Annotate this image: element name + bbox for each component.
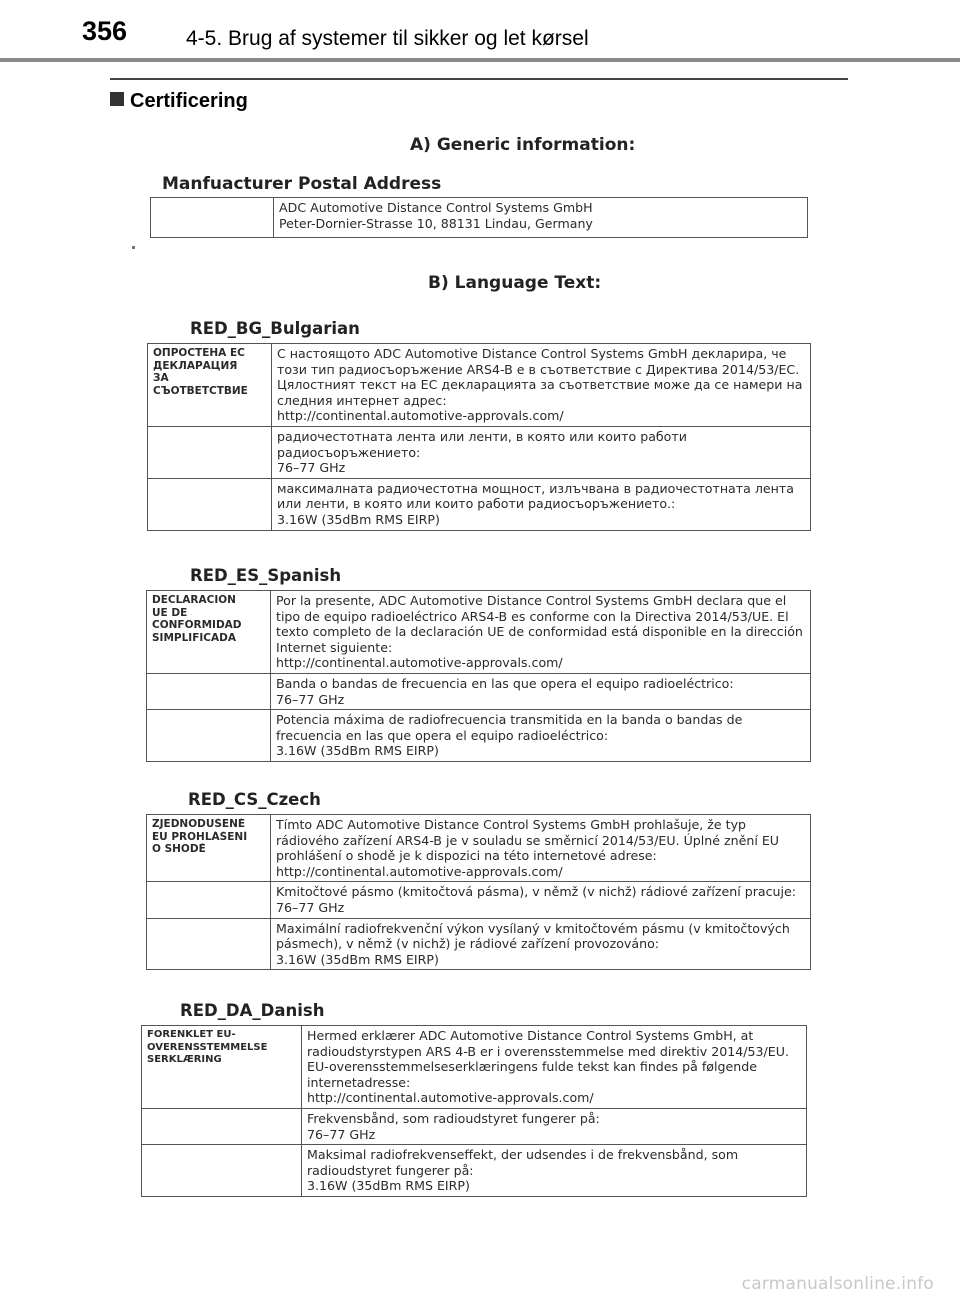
text-line: Maksimal radiofrekvenseffekt, der udsendes i de frekvensbånd, som xyxy=(307,1147,739,1163)
text-line: 76–77 GHz xyxy=(307,1126,376,1142)
declaration-text xyxy=(302,1026,807,1109)
declaration-label xyxy=(142,1026,302,1109)
declaration-text xyxy=(272,344,811,427)
frequency-band-text xyxy=(272,426,811,478)
frequency-band-text xyxy=(271,673,811,709)
label-line: FORENKLET EU- xyxy=(147,1029,236,1040)
generic-heading: A) Generic information: xyxy=(410,135,636,155)
declaration-label xyxy=(147,591,271,674)
text-line: 3.16W (35dBm RMS EIRP) xyxy=(276,743,439,759)
text-line: http://continental.automotive-approvals.com/ xyxy=(307,1090,594,1106)
text-line: радиочестотната лента или ленти, в която или които работи xyxy=(277,428,687,444)
text-line: 3.16W (35dBm RMS EIRP) xyxy=(307,1178,470,1194)
scan-speck xyxy=(132,246,135,249)
block-heading-danish: RED_DA_Danish xyxy=(180,1001,325,1020)
text-line: 3.16W (35dBm RMS EIRP) xyxy=(276,951,439,967)
label-line: CONFORMIDAD xyxy=(152,619,242,631)
label-line: SIMPLIFICADA xyxy=(152,631,236,644)
chapter-title: 4-5. Brug af systemer til sikker og let kørsel xyxy=(186,27,589,50)
declaration-table-bulgarian xyxy=(147,343,811,531)
text-line: Frekvensbånd, som radioudstyret fungerer på: xyxy=(307,1110,600,1126)
text-line: pásmech), v němž (v nichž) je rádiové zařízení provozováno: xyxy=(276,936,660,952)
language-heading: B) Language Text: xyxy=(428,273,602,293)
empty-label-cell xyxy=(147,882,271,918)
text-line: http://continental.automotive-approvals.com/ xyxy=(276,655,563,671)
page-header xyxy=(0,0,960,62)
empty-label-cell xyxy=(142,1108,302,1144)
label-line: ZJEDNODUŠENÉ xyxy=(152,818,246,830)
text-line: EU-overensstemmelseserklæringens fulde tekst kan findes på følgende xyxy=(307,1059,757,1075)
address-heading: Manfuacturer Postal Address xyxy=(162,174,442,194)
declaration-text xyxy=(271,815,811,882)
label-line: СЪОТВЕТСТВИЕ xyxy=(153,384,248,397)
text-line: Por la presente, ADC Automotive Distance Control Systems GmbH declara que el xyxy=(276,593,787,608)
max-power-text xyxy=(272,478,811,530)
text-line: Hermed erklærer ADC Automotive Distance Control Systems GmbH, at xyxy=(307,1028,754,1043)
watermark: carmanualsonline.info xyxy=(741,1274,934,1294)
label-line: ЗА xyxy=(153,372,169,384)
text-line: http://continental.automotive-approvals.com/ xyxy=(277,408,564,424)
empty-label-cell xyxy=(147,918,271,970)
frequency-band-text xyxy=(271,882,811,918)
empty-label-cell xyxy=(142,1145,302,1197)
empty-label-cell xyxy=(147,710,271,762)
text-line: Banda o bandas de frecuencia en las que opera el equipo radioeléctrico: xyxy=(276,675,734,691)
header-divider xyxy=(0,58,960,62)
declaration-table-czech xyxy=(146,814,811,970)
section-rule xyxy=(110,78,848,80)
address-line: ADC Automotive Distance Control Systems GmbH xyxy=(279,200,593,215)
text-line: този тип радиосъоръжение ARS4-B е в съответствие с Директива 2014/53/ЕС. xyxy=(277,361,800,377)
text-line: radioudstyret fungerer på: xyxy=(307,1162,474,1178)
text-line: frecuencia en las que opera el equipo radioeléctrico: xyxy=(276,727,609,743)
section-title-text: Certificering xyxy=(130,90,248,112)
address-cell xyxy=(274,198,808,238)
section-title xyxy=(110,90,248,113)
text-line: 76–77 GHz xyxy=(276,691,345,707)
address-table xyxy=(150,197,808,238)
label-line: UE DE xyxy=(152,606,188,619)
label-line: DECLARACIÓN xyxy=(152,594,236,606)
text-line: texto completo de la declaración UE de conformidad está disponible en la dirección xyxy=(276,624,803,640)
label-line: O SHODĚ xyxy=(152,843,206,855)
empty-label-cell xyxy=(148,478,272,530)
empty-label-cell xyxy=(148,426,272,478)
text-line: Maximální radiofrekvenční výkon vysílaný v kmitočtovém pásmu (v kmitočtových xyxy=(276,920,790,936)
empty-label-cell xyxy=(147,673,271,709)
declaration-label xyxy=(148,344,272,427)
text-line: Цялостният текст на ЕС декларацията за съответствие може да се намери на xyxy=(277,377,803,393)
text-line: tipo de equipo radioeléctrico ARS4-B es conforme con la Directiva 2014/53/UE. El xyxy=(276,608,789,624)
text-line: или ленти, в която или които работи радиосъоръжението.: xyxy=(277,496,676,512)
text-line: http://continental.automotive-approvals.com/ xyxy=(276,863,563,879)
text-line: радиосъоръжението: xyxy=(277,444,421,460)
frequency-band-text xyxy=(302,1108,807,1144)
text-line: radioudstyrstypen ARS 4-B er i overensstemmelse med direktiv 2014/53/EU. xyxy=(307,1043,789,1059)
page-number: 356 xyxy=(82,16,128,46)
declaration-label xyxy=(147,815,271,882)
text-line: rádiového zařízení ARS4-B je v souladu se směrnicí 2014/53/EU. Úplné znění EU xyxy=(276,832,780,848)
text-line: prohlášení o shodě je k dispozici na této internetové adrese: xyxy=(276,848,657,864)
declaration-table-danish xyxy=(141,1025,807,1197)
text-line: следния интернет адрес: xyxy=(277,392,447,408)
text-line: 76–77 GHz xyxy=(277,460,346,476)
square-bullet-icon xyxy=(110,92,124,106)
text-line: максималната радиочестотна мощност, излъчвана в радиочестотната лента xyxy=(277,480,794,496)
label-line: SERKLÆRING xyxy=(147,1054,222,1065)
label-line: EU PROHLÁŠENÍ xyxy=(152,830,248,843)
text-line: Internet siguiente: xyxy=(276,639,393,655)
label-line: ДЕКЛАРАЦИЯ xyxy=(153,359,238,372)
text-line: 76–77 GHz xyxy=(276,899,345,915)
block-heading-czech: RED_CS_Czech xyxy=(188,790,321,809)
max-power-text xyxy=(271,710,811,762)
text-line: Potencia máxima de radiofrecuencia transmitida en la banda o bandas de xyxy=(276,712,743,728)
text-line: 3.16W (35dBm RMS EIRP) xyxy=(277,511,440,527)
address-line: Peter-Dornier-Strasse 10, 88131 Lindau, Germany xyxy=(279,215,593,231)
address-label-cell xyxy=(151,198,274,238)
label-line: ОПРОСТЕНА ЕС xyxy=(153,347,245,359)
declaration-table-spanish xyxy=(146,590,811,762)
max-power-text xyxy=(302,1145,807,1197)
max-power-text xyxy=(271,918,811,970)
declaration-text xyxy=(271,591,811,674)
text-line: internetadresse: xyxy=(307,1074,411,1090)
text-line: Kmitočtové pásmo (kmitočtová pásma), v němž (v nichž) rádiové zařízení pracuje: xyxy=(276,884,797,900)
text-line: Tímto ADC Automotive Distance Control Systems GmbH prohlašuje, že typ xyxy=(276,817,747,832)
block-heading-spanish: RED_ES_Spanish xyxy=(190,566,342,585)
label-line: OVERENSSTEMMELSE xyxy=(147,1041,268,1053)
block-heading-bulgarian: RED_BG_Bulgarian xyxy=(190,319,360,338)
text-line: С настоящото ADC Automotive Distance Control Systems GmbH декларира, че xyxy=(277,346,787,361)
